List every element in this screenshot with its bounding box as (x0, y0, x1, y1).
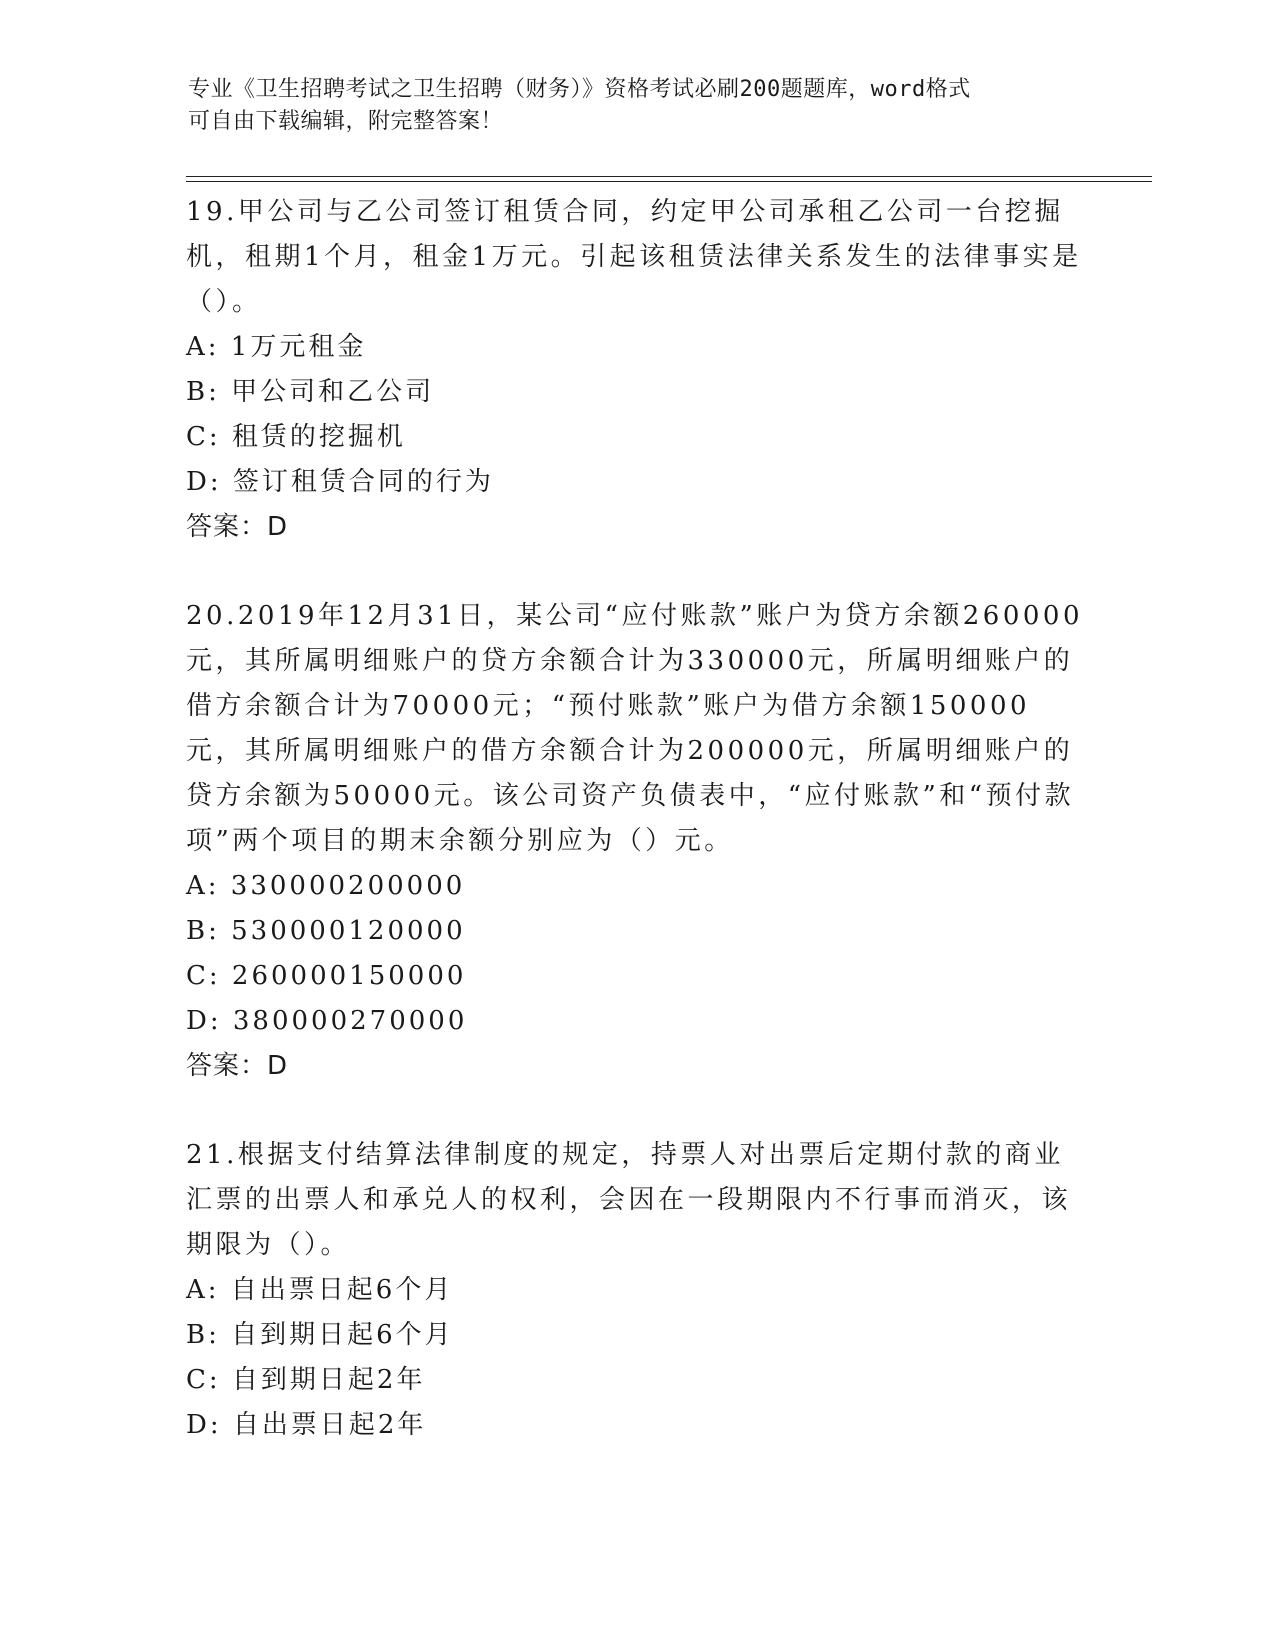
option-c: C: 260000150000 (186, 961, 467, 991)
question-20 (186, 594, 1086, 1089)
header-divider (186, 176, 1152, 182)
option-a: A: 1万元租金 (186, 332, 367, 362)
option-a: A: 330000200000 (186, 871, 466, 901)
page-header (188, 74, 1068, 138)
question-list (186, 190, 1086, 1492)
option-d: D: 380000270000 (186, 1006, 468, 1036)
option-b: B: 自到期日起6个月 (186, 1320, 454, 1350)
option-a: A: 自出票日起6个月 (186, 1275, 454, 1305)
answer: 答案：D (186, 512, 289, 542)
header-line-1: 专业《卫生招聘考试之卫生招聘（财务）》资格考试必刷200题题库，word格式 (188, 77, 971, 102)
option-b: B: 530000120000 (186, 916, 466, 946)
header-line-2: 可自由下载编辑，附完整答案！ (188, 109, 504, 134)
question-stem: 19.甲公司与乙公司签订租赁合同，约定甲公司承租乙公司一台挖掘机，租期1个月，租金1万元。引起该租赁法律关系发生的法律事实是（）。 (186, 197, 1082, 317)
option-b: B: 甲公司和乙公司 (186, 377, 435, 407)
answer: 答案：D (186, 1051, 289, 1081)
question-21 (186, 1133, 1086, 1448)
option-c: C: 自到期日起2年 (186, 1365, 426, 1395)
option-d: D: 自出票日起2年 (186, 1410, 427, 1440)
question-stem: 21.根据支付结算法律制度的规定，持票人对出票后定期付款的商业汇票的出票人和承兑人的权利，会因在一段期限内不行事而消灭，该期限为（）。 (186, 1140, 1072, 1260)
question-19 (186, 190, 1086, 550)
option-d: D: 签订租赁合同的行为 (186, 467, 494, 497)
option-c: C: 租赁的挖掘机 (186, 422, 406, 452)
question-stem: 20.2019年12月31日，某公司“应付账款”账户为贷方余额260000元，其所属明细账户的贷方余额合计为330000元，所属明细账户的借方余额合计为70000元；“预付账款”账户为借方余额150000元，其所属明细账户的借方余额合计为200000元，所属明细账户的贷方余额为50000元。该公司资产负债表中，“应付账款”和“预付款项”两个项目的期末余额分别应为（）元。 (186, 601, 1084, 856)
